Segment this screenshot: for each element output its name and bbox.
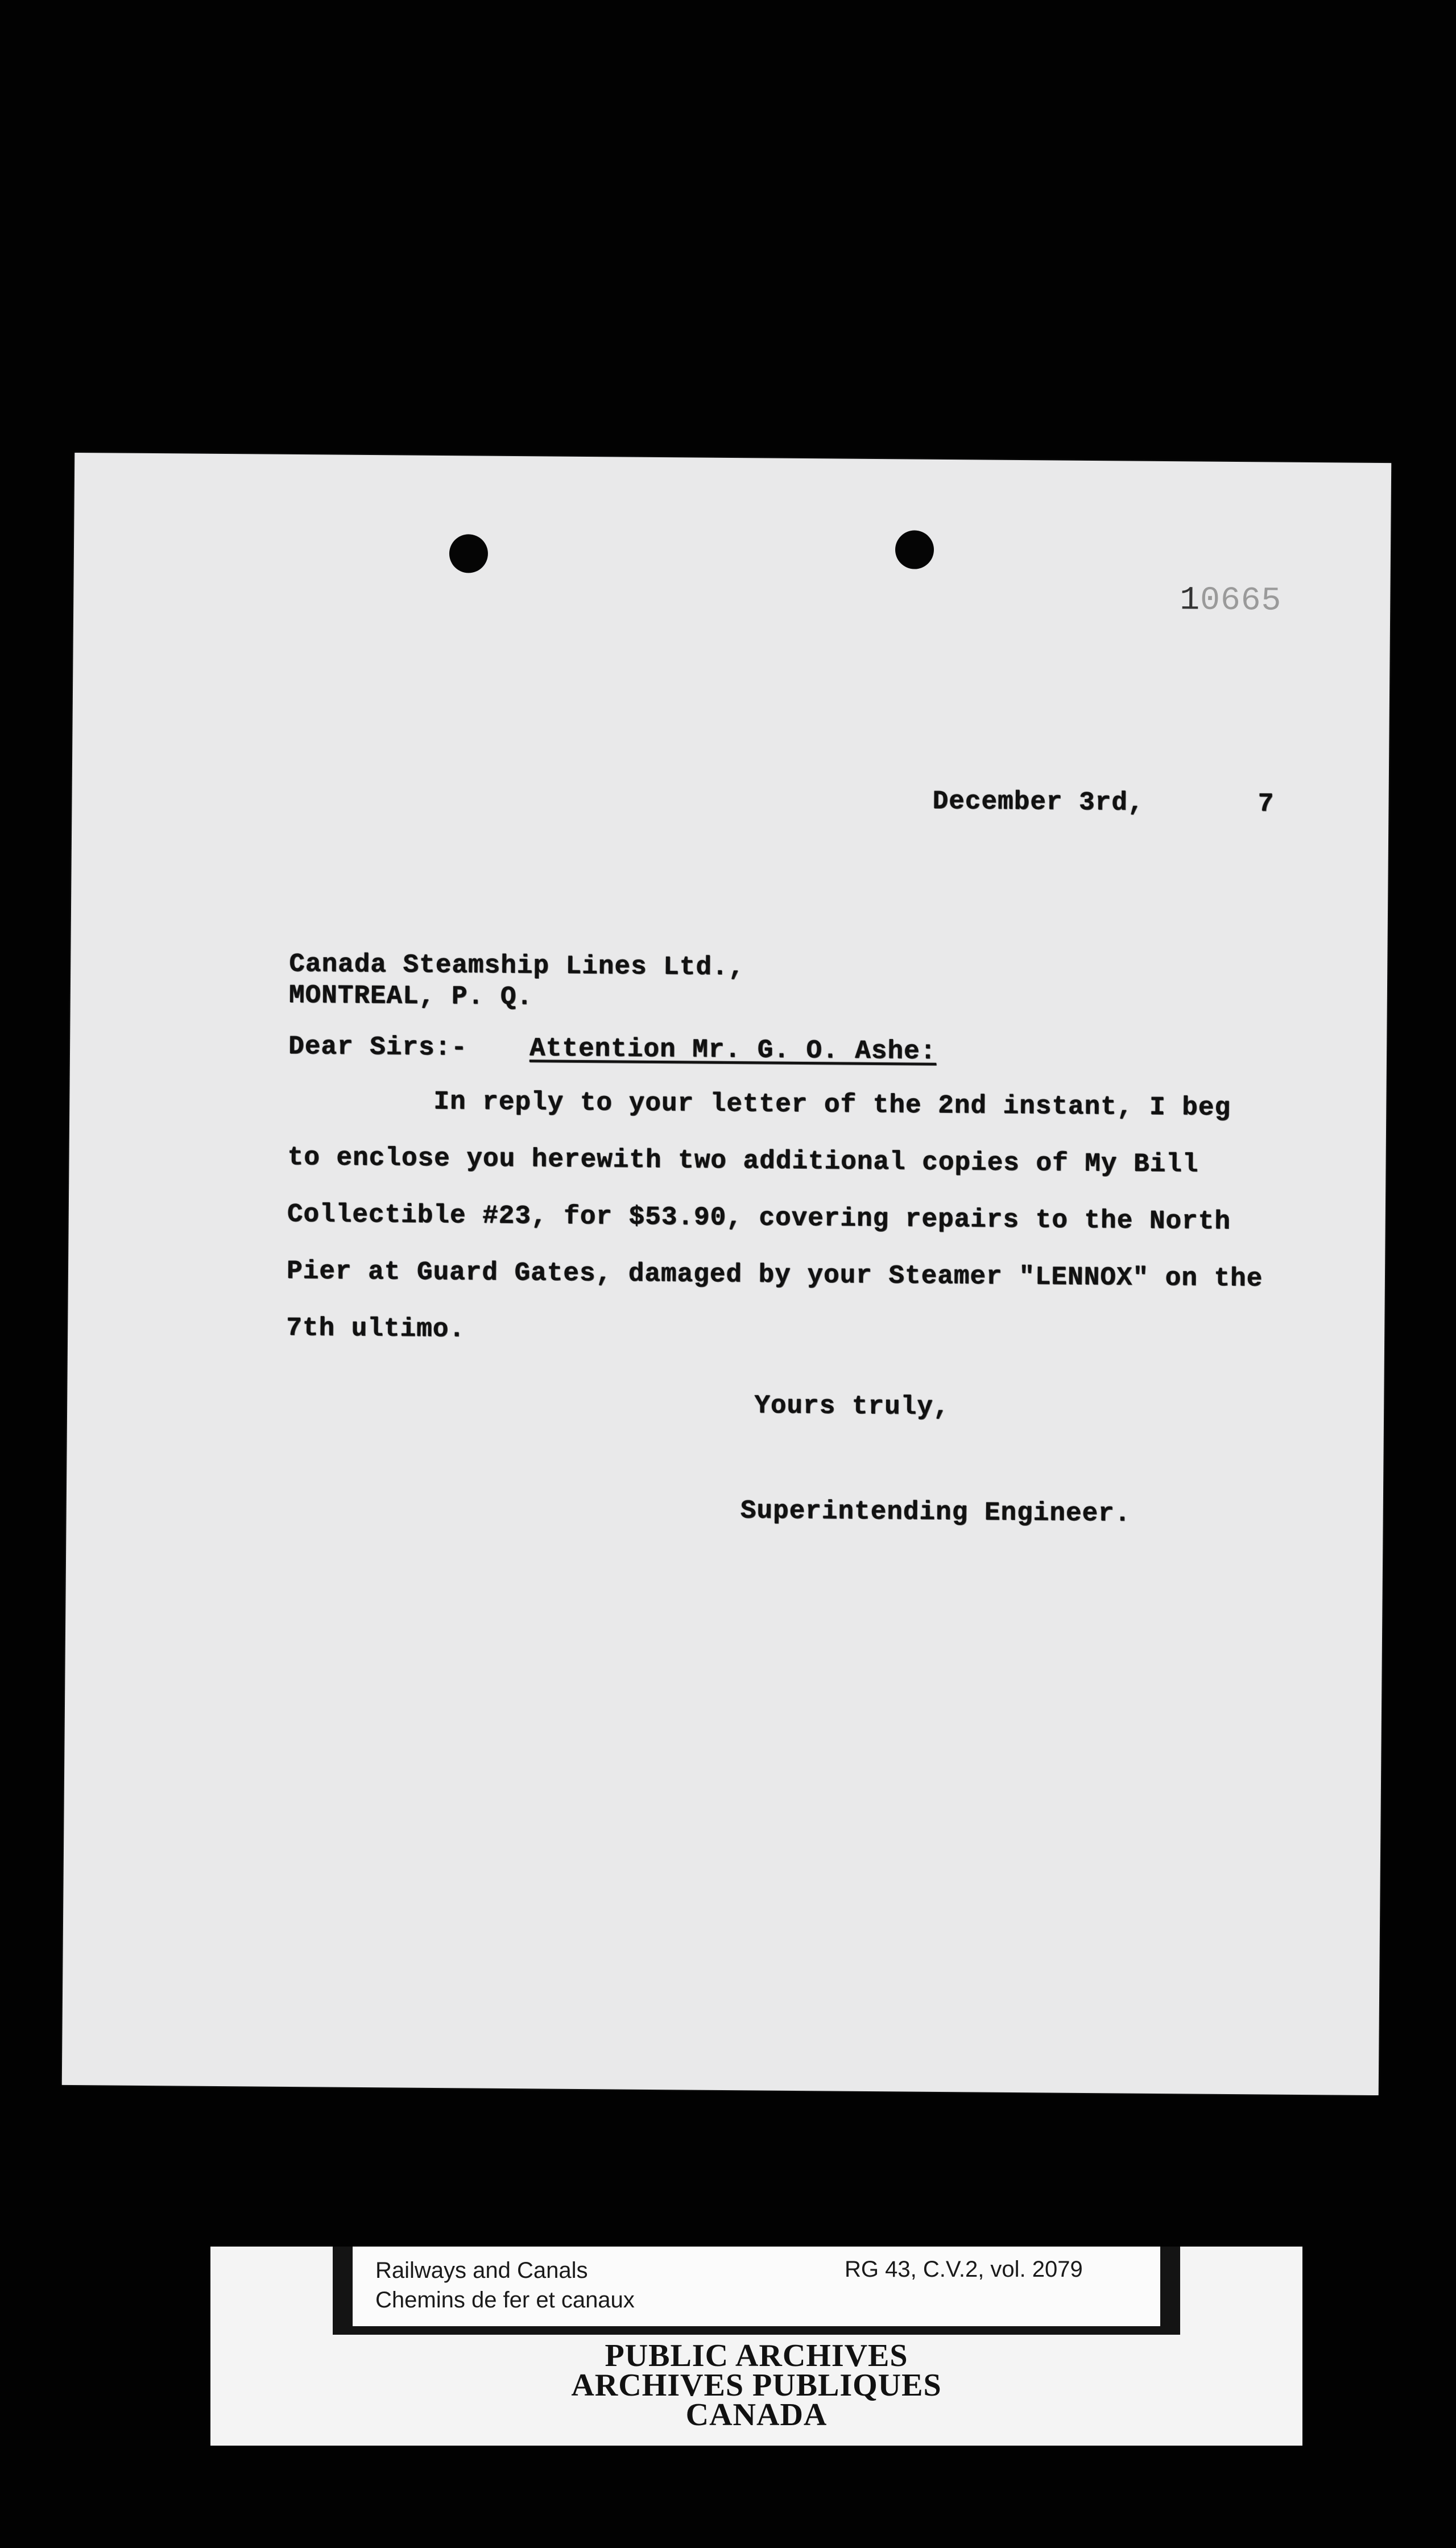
series-english: Railways and Canals <box>375 2258 588 2283</box>
recipient-line-2: MONTREAL, P. Q. <box>288 980 533 1012</box>
date-text: December 3rd, <box>932 786 1144 818</box>
file-number <box>1180 582 1282 619</box>
attention-line: Attention Mr. G. O. Ashe: <box>529 1033 937 1066</box>
body-line-2: to enclose you herewith two additional copies of My Bill <box>287 1142 1199 1180</box>
salutation: Dear Sirs:- <box>288 1031 468 1063</box>
recipient-line-1: Canada Steamship Lines Ltd., <box>289 949 745 983</box>
archives-line-2: ARCHIVES PUBLIQUES <box>571 2368 942 2403</box>
file-number-main: 1 <box>1180 582 1201 619</box>
archive-reference: RG 43, C.V.2, vol. 2079 <box>845 2257 1083 2282</box>
closing: Yours truly, <box>754 1391 950 1422</box>
letter-date <box>932 787 1274 819</box>
archives-line-1: PUBLIC ARCHIVES <box>605 2338 908 2373</box>
letter-page <box>62 453 1391 2095</box>
signature-title: Superintending Engineer. <box>740 1496 1131 1529</box>
punch-hole-right <box>895 530 934 569</box>
archives-line-3: CANADA <box>685 2397 828 2433</box>
body-line-4: Pier at Guard Gates, damaged by your Steamer "LENNOX" on the <box>286 1256 1263 1294</box>
punch-hole-left <box>449 534 489 573</box>
body-line-1: In reply to your letter of the 2nd instant, I beg <box>433 1086 1231 1123</box>
file-number-faded: 0665 <box>1199 582 1282 620</box>
date-suffix: 7 <box>1258 789 1275 819</box>
series-french: Chemins de fer et canaux <box>375 2288 635 2313</box>
archive-label <box>210 2247 1302 2446</box>
body-line-3: Collectible #23, for $53.90, covering repairs to the North <box>287 1199 1231 1236</box>
body-line-5: 7th ultimo. <box>286 1313 466 1345</box>
